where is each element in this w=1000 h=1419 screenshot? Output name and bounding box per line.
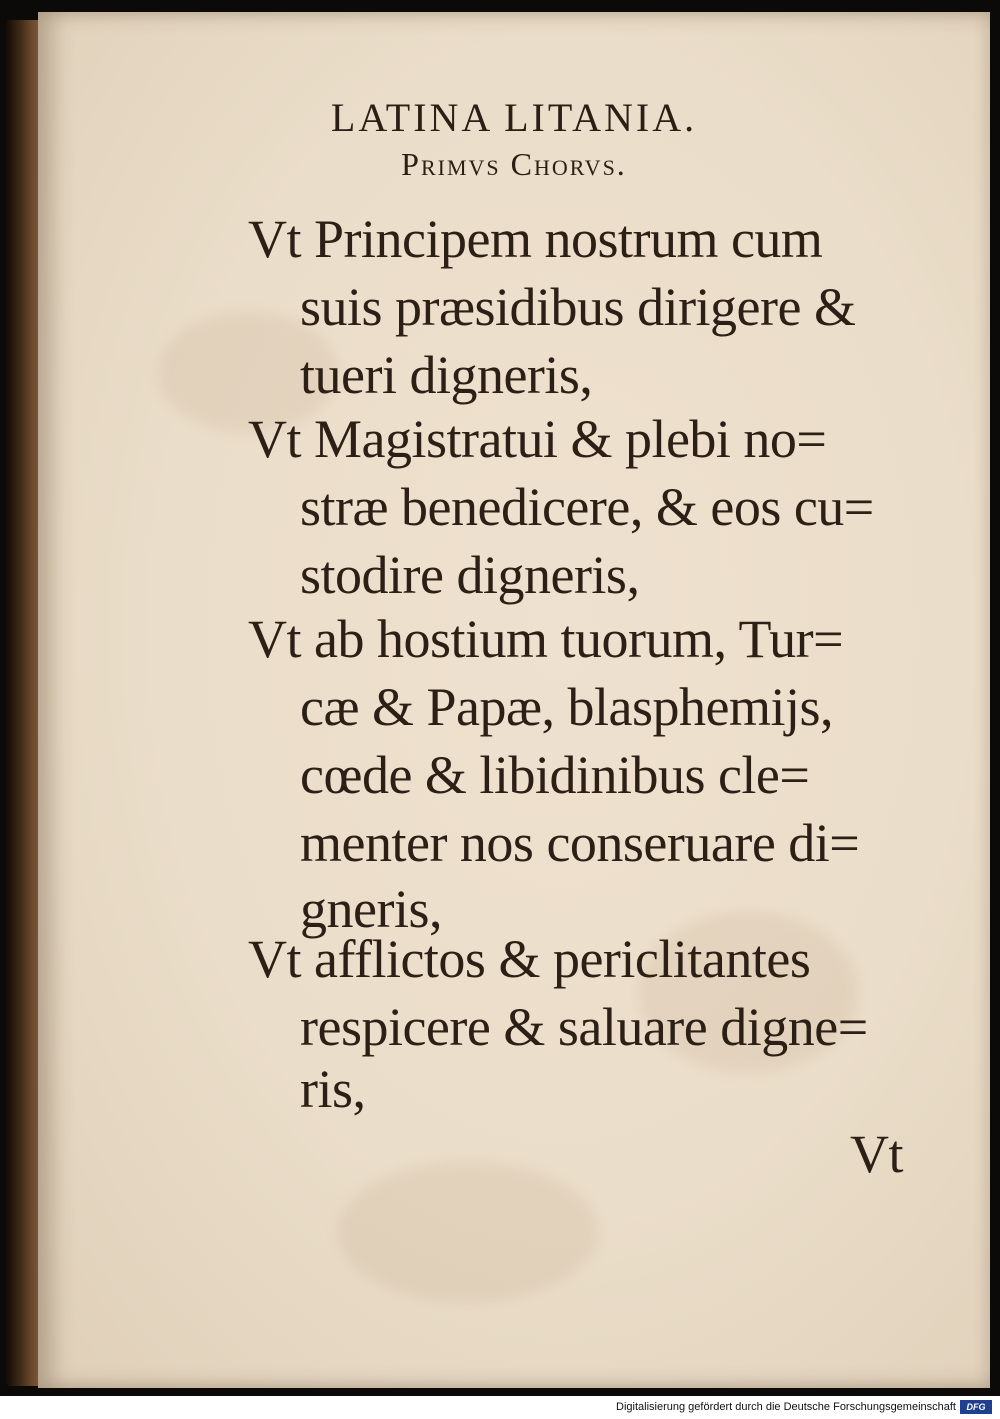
text-line: cæ & Papæ, blasphemijs, [300,677,833,737]
funding-credit-bar [0,1396,1000,1419]
text-line: tueri digneris, [300,345,593,405]
text-line: Vt afflictos & periclitantes [248,929,811,989]
dfg-logo: DFG [960,1400,992,1414]
text-line: menter nos conseruare di= [300,813,860,873]
chorus-heading: Primvs Chorvs. [401,146,627,182]
book-page [38,12,990,1388]
funding-credit-text: Digitalisierung gefördert durch die Deutsche Forschungsgemeinschaft [616,1401,956,1413]
text-line: stræ benedicere, & eos cu= [300,477,874,537]
text-line: Vt ab hostium tuorum, Tur= [248,609,844,669]
text-line: Vt Principem nostrum cum [248,209,823,269]
text-line: cœde & libidinibus cle= [300,745,810,805]
text-line: stodire digneris, [300,545,640,605]
text-line: suis præsidibus dirigere & [300,277,856,337]
text-line: ris, [300,1059,366,1119]
text-line: Vt Magistratui & plebi no= [248,409,827,469]
catchword: Vt [850,1124,903,1184]
text-line: respicere & saluare digne= [300,997,868,1057]
paper-stain [338,1162,598,1302]
text-line: gneris, [300,879,442,939]
running-title: LATINA LITANIA. [330,95,698,140]
